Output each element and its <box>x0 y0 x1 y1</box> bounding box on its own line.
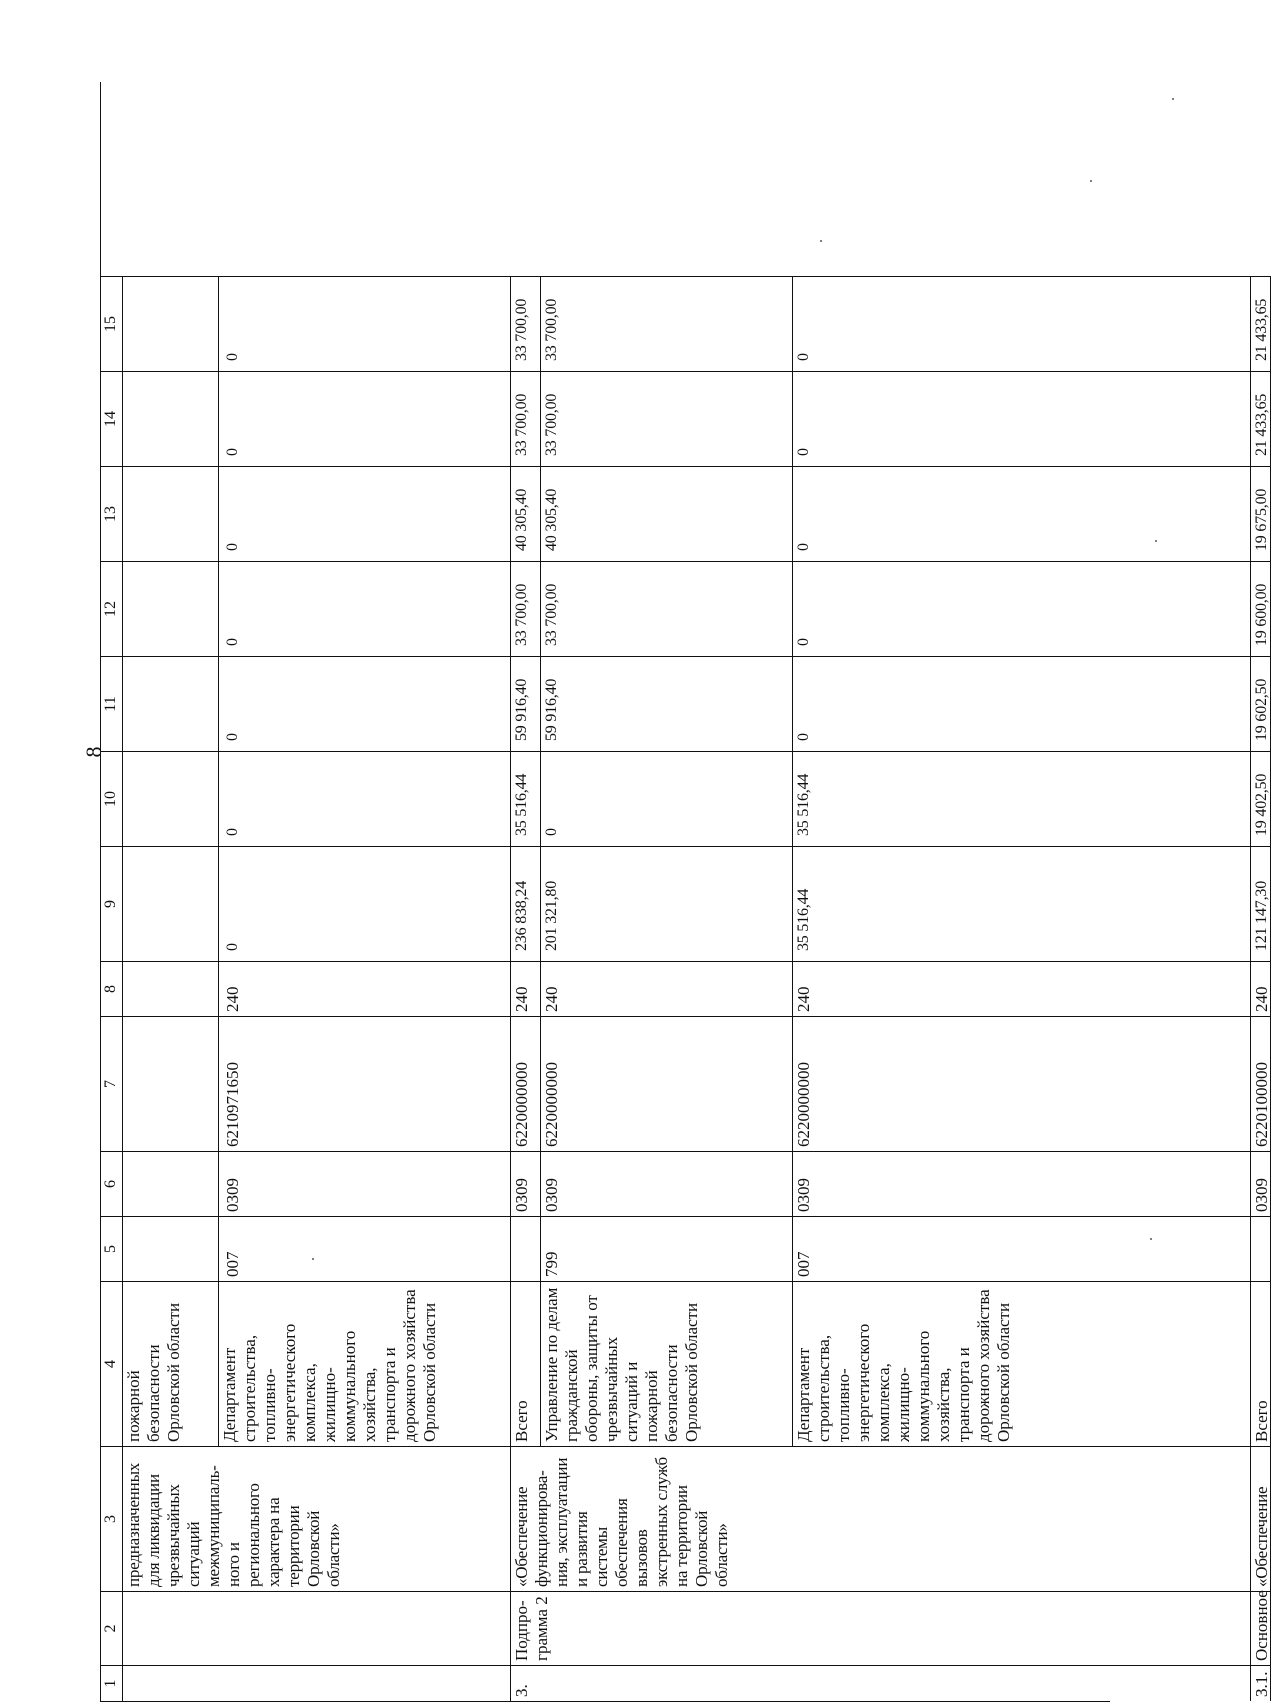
column-header-8: 8 <box>101 961 123 1016</box>
value-cell-c7 <box>123 1016 219 1151</box>
value-cell-c12: 0 <box>793 561 1251 656</box>
column-header-4: 4 <box>101 1281 123 1446</box>
page-number: 8 <box>81 746 106 758</box>
value-cell-c7: 6220000000 <box>511 1016 541 1151</box>
column-header-10: 10 <box>101 751 123 846</box>
value-cell-c6: 0309 <box>1251 1151 1271 1216</box>
value-cell-c11: 59 916,40 <box>541 656 793 751</box>
rotated-table-container <box>100 82 1271 1702</box>
cell-stack-c12 <box>123 561 511 656</box>
subprogram-cell: Основное <box>1251 1591 1271 1665</box>
value-cell-c9: 201 321,80 <box>541 846 793 961</box>
value-cell-c9: 35 516,44 <box>793 846 1251 961</box>
value-cell-c13: 40 305,40 <box>541 466 793 561</box>
value-cell-c13: 0 <box>219 466 511 561</box>
cell-stack-c12 <box>511 561 793 656</box>
column-header-7: 7 <box>101 1016 123 1151</box>
subprogram-cell <box>123 1591 511 1665</box>
value-cell-c5 <box>511 1216 541 1281</box>
cell-stack-c5 <box>511 1216 793 1281</box>
measure-name-cell: «Обеспечение функционирова-ния, эксплуатации и развития системы обеспечения вызовов экстренных служб на территории Орловской области» <box>511 1446 1251 1591</box>
value-cell-c4: Всего <box>511 1281 541 1446</box>
value-cell-c10: 35 516,44 <box>793 751 1251 846</box>
column-header-1: 1 <box>101 1665 123 1701</box>
value-cell-c12: 0 <box>219 561 511 656</box>
value-cell-c6 <box>123 1151 219 1216</box>
cell-stack-c4 <box>123 1281 511 1446</box>
value-cell-c6: 0309 <box>541 1151 793 1216</box>
value-cell-c13: 40 305,40 <box>511 466 541 561</box>
cell-stack-c4 <box>511 1281 793 1446</box>
value-cell-c14: 21 433,65 <box>1251 371 1271 466</box>
subprogram-cell: Подпро-грамма 2 <box>511 1591 1251 1665</box>
value-cell-c8 <box>123 961 219 1016</box>
value-cell-c10 <box>123 751 219 846</box>
cell-stack-c10 <box>123 751 511 846</box>
value-cell-c15: 33 700,00 <box>541 276 793 371</box>
column-header-14: 14 <box>101 371 123 466</box>
value-cell-c11: 0 <box>793 656 1251 751</box>
value-cell-c5 <box>1251 1216 1271 1281</box>
cell-stack-c15 <box>123 276 511 371</box>
value-cell-c13 <box>123 466 219 561</box>
scan-speck <box>1150 1238 1152 1240</box>
value-cell-c4: Всего <box>1251 1281 1271 1446</box>
cell-stack-c6 <box>123 1151 511 1216</box>
value-cell-c5: 007 <box>793 1216 1251 1281</box>
cell-stack-c9 <box>123 846 511 961</box>
value-cell-c4: Департамент строительства, топливно-энергетического комплекса, жилищно-коммунального хозяйства, транспорта и дорожного хозяйства Орловской области <box>219 1281 511 1446</box>
value-cell-c5: 799 <box>541 1216 793 1281</box>
column-header-2: 2 <box>101 1591 123 1665</box>
value-cell-c11: 0 <box>219 656 511 751</box>
value-cell-c14: 33 700,00 <box>511 371 541 466</box>
cell-stack-c8 <box>511 961 793 1016</box>
cell-stack-c14 <box>511 371 793 466</box>
cell-stack-c14 <box>123 371 511 466</box>
cell-stack-c7 <box>511 1016 793 1151</box>
column-header-12: 12 <box>101 561 123 656</box>
value-cell-c4: Департамент строительства, топливно-энергетического комплекса, жилищно-коммунального хозяйства, транспорта и дорожного хозяйства Орловской области <box>793 1281 1251 1446</box>
column-header-9: 9 <box>101 846 123 961</box>
value-cell-c8: 240 <box>541 961 793 1016</box>
column-header-11: 11 <box>101 656 123 751</box>
cell-stack-c13 <box>123 466 511 561</box>
column-header-5: 5 <box>101 1216 123 1281</box>
value-cell-c15: 33 700,00 <box>511 276 541 371</box>
value-cell-c11 <box>123 656 219 751</box>
cell-stack-c9 <box>511 846 793 961</box>
value-cell-c11: 59 916,40 <box>511 656 541 751</box>
value-cell-c14: 0 <box>793 371 1251 466</box>
value-cell-c13: 19 675,00 <box>1251 466 1271 561</box>
cell-stack-c11 <box>511 656 793 751</box>
value-cell-c13: 0 <box>793 466 1251 561</box>
value-cell-c7: 6210971650 <box>219 1016 511 1151</box>
cell-stack-c11 <box>123 656 511 751</box>
cell-stack-c15 <box>511 276 793 371</box>
cell-stack-c7 <box>123 1016 511 1151</box>
scan-speck <box>1090 180 1092 182</box>
column-header-3: 3 <box>101 1446 123 1591</box>
value-cell-c14: 33 700,00 <box>541 371 793 466</box>
column-header-15: 15 <box>101 276 123 371</box>
value-cell-c9: 236 838,24 <box>511 846 541 961</box>
value-cell-c7: 6220000000 <box>793 1016 1251 1151</box>
value-cell-c6: 0309 <box>219 1151 511 1216</box>
cell-stack-c10 <box>511 751 793 846</box>
row-number-cell: 3. <box>511 1665 1251 1701</box>
scan-speck <box>1172 98 1174 100</box>
value-cell-c12: 19 600,00 <box>1251 561 1271 656</box>
value-cell-c10: 35 516,44 <box>511 751 541 846</box>
scan-speck <box>820 240 822 242</box>
value-cell-c8: 240 <box>219 961 511 1016</box>
value-cell-c8: 240 <box>511 961 541 1016</box>
budget-table <box>100 82 1271 1702</box>
value-cell-c7: 6220000000 <box>541 1016 793 1151</box>
value-cell-c14 <box>123 371 219 466</box>
value-cell-c9: 121 147,30 <box>1251 846 1271 961</box>
value-cell-c11: 19 602,50 <box>1251 656 1271 751</box>
value-cell-c9: 0 <box>219 846 511 961</box>
value-cell-c8: 240 <box>793 961 1251 1016</box>
value-cell-c6: 0309 <box>511 1151 541 1216</box>
measure-name-cell: «Обеспечение <box>1251 1446 1271 1591</box>
value-cell-c5: 007 <box>219 1216 511 1281</box>
value-cell-c10: 19 402,50 <box>1251 751 1271 846</box>
value-cell-c9 <box>123 846 219 961</box>
row-number-cell: 3.1. <box>1251 1665 1271 1701</box>
value-cell-c10: 0 <box>219 751 511 846</box>
value-cell-c15: 0 <box>793 276 1251 371</box>
value-cell-c15: 21 433,65 <box>1251 276 1271 371</box>
measure-name-cell: предназначенных для ликвидации чрезвычайных ситуаций межмуниципаль-ного и регионального характера на территории Орловской области» <box>123 1446 511 1591</box>
value-cell-c10: 0 <box>541 751 793 846</box>
scan-speck <box>312 1258 314 1260</box>
cell-stack-c13 <box>511 466 793 561</box>
scan-speck <box>1155 540 1157 542</box>
value-cell-c6: 0309 <box>793 1151 1251 1216</box>
value-cell-c8: 240 <box>1251 961 1271 1016</box>
value-cell-c12: 33 700,00 <box>541 561 793 656</box>
cell-stack-c5 <box>123 1216 511 1281</box>
value-cell-c4: пожарной безопасности Орловской области <box>123 1281 219 1446</box>
value-cell-c15: 0 <box>219 276 511 371</box>
value-cell-c5 <box>123 1216 219 1281</box>
value-cell-c15 <box>123 276 219 371</box>
cell-stack-c6 <box>511 1151 793 1216</box>
value-cell-c14: 0 <box>219 371 511 466</box>
value-cell-c12 <box>123 561 219 656</box>
value-cell-c7: 6220100000 <box>1251 1016 1271 1151</box>
cell-stack-c8 <box>123 961 511 1016</box>
value-cell-c4: Управление по делам гражданской обороны, защиты от чрезвычайных ситуаций и пожарной безопасности Орловской области <box>541 1281 793 1446</box>
column-header-13: 13 <box>101 466 123 561</box>
value-cell-c12: 33 700,00 <box>511 561 541 656</box>
row-number-cell <box>123 1665 511 1701</box>
column-header-6: 6 <box>101 1151 123 1216</box>
